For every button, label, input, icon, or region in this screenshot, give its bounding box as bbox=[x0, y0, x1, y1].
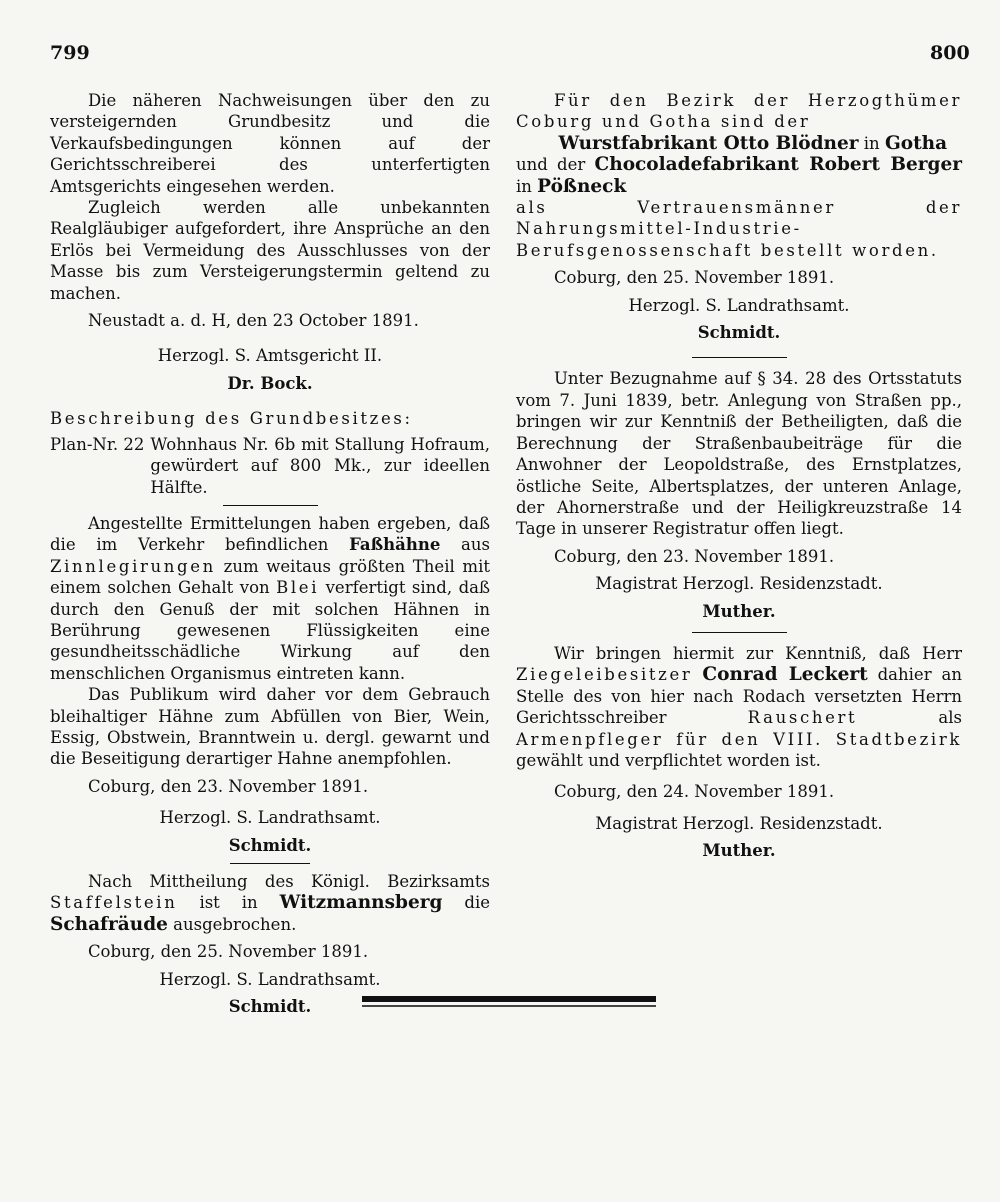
authority-landrathsamt: Herzogl. S. Landrathsamt. bbox=[159, 969, 381, 989]
authority-amtsgericht: Herzogl. S. Amtsgericht II. bbox=[157, 346, 383, 366]
authority-magistrat: Magistrat Herzogl. Residenzstadt. bbox=[595, 574, 883, 594]
page-number-right: 800 bbox=[930, 42, 970, 64]
plan-entry bbox=[50, 434, 490, 498]
signer-schmidt: Schmidt. bbox=[228, 997, 312, 1017]
end-rule bbox=[362, 996, 656, 1002]
term-schafraeude: Schafräude bbox=[50, 913, 168, 935]
appointee-bloedner: Wurstfabrikant Otto Blödner in Gotha bbox=[558, 132, 948, 154]
place-date: Neustadt a. d. H, den 23 October 1891. bbox=[87, 311, 419, 331]
paragraph-vertrauensmaenner: als Vertrauensmänner der Nahrungsmittel-Industrie-Berufsgenossenschaft bestellt worden. bbox=[516, 198, 962, 260]
right-column bbox=[516, 90, 962, 862]
paragraph-bezirk: Für den Bezirk der Herzogthümer Coburg und Gotha sind der bbox=[516, 91, 962, 132]
paragraph-verkaufsbedingungen: Die näheren Nachweisungen über den zu versteigernden Grundbesitz und die Verkaufsbedingungen können auf der Gerichtsschreiberei des unterfertigten Amtsgerichts eingesehen werden. bbox=[50, 91, 490, 196]
paragraph-strassenbau: Unter Bezugnahme auf § 34. 28 des Ortsstatuts vom 7. Juni 1839, betr. Anlegung von Straßen pp., bringen wir zur Kenntniß der Betheiligten, daß die Berechnung der Straßenbaubeiträge für die Anwohner der Leopoldstraße, des Ernstplatzes, östliche Seite, Albertsplatzes, der unteren Anlage, der Ahornerstraße und der Heiligkreuzstraße 14 Tage in unserer Registratur offen liegt. bbox=[516, 369, 962, 539]
place-date: Coburg, den 23. November 1891. bbox=[553, 546, 835, 566]
term-armenpfleger: Armenpfleger für den VIII. Stadtbezirk bbox=[516, 729, 962, 749]
term-zinnlegirungen: Zinnlegirungen bbox=[50, 556, 216, 576]
signer-schmidt: Schmidt. bbox=[228, 835, 312, 855]
place-date: Coburg, den 25. November 1891. bbox=[87, 942, 369, 962]
left-column bbox=[50, 90, 490, 1017]
separator-rule bbox=[692, 357, 787, 358]
separator-rule bbox=[230, 863, 310, 864]
term-witzmannsberg: Witzmannsberg bbox=[279, 892, 443, 914]
place-date: Coburg, den 24. November 1891. bbox=[553, 782, 835, 802]
authority-landrathsamt: Herzogl. S. Landrathsamt. bbox=[628, 295, 850, 315]
signer-bock: Dr. Bock. bbox=[227, 373, 313, 393]
paragraph-armenpfleger: Wir bringen hiermit zur Kenntniß, daß Herr Ziegeleibesitzer Conrad Leckert dahier an Stelle des von hier nach Rodach versetzten Herrn Gerichtsschreiber Rauschert als Armenpfleger für den VIII. Stadtbezirk gewählt und verpflichtet worden ist. bbox=[516, 643, 962, 770]
authority-magistrat: Magistrat Herzogl. Residenzstadt. bbox=[595, 813, 883, 833]
separator-rule bbox=[223, 505, 318, 506]
paragraph-schafraeude: Nach Mittheilung des Königl. Bezirksamts Staffelstein ist in Witzmannsberg die Schafräude ausgebrochen. bbox=[50, 872, 490, 935]
description-heading: Beschreibung des Grundbesitzes: bbox=[50, 409, 413, 429]
place-date: Coburg, den 25. November 1891. bbox=[553, 268, 835, 288]
paragraph-publikum: Das Publikum wird daher vor dem Gebrauch bleihaltiger Hähne zum Abfüllen von Bier, Wein, Essig, Obstwein, Branntwein u. dergl. gewarnt und die Beseitigung derartiger Hahne anempfohlen. bbox=[50, 685, 490, 769]
signer-schmidt: Schmidt. bbox=[697, 323, 781, 343]
signer-muther: Muther. bbox=[702, 601, 776, 621]
page-number-left: 799 bbox=[50, 42, 90, 64]
term-blei: Blei bbox=[276, 578, 320, 598]
appointee-berger: und der Chocoladefabrikant Robert Berger in Pößneck bbox=[516, 154, 962, 197]
separator-rule bbox=[692, 632, 787, 633]
paragraph-fasshaehne: Angestellte Ermittelungen haben ergeben, daß die im Verkehr befindlichen Faßhähne aus Zinnlegirungen zum weitaus größten Theil mit einem solchen Gehalt von Blei verfertigt sind, daß durch den Genuß der mit solchen Hähnen in Berührung gewesenen Flüssigkeiten eine gesundheitsschädliche Wirkung auf den menschlichen Organismus eintreten kann. bbox=[50, 513, 490, 683]
signer-muther: Muther. bbox=[702, 841, 776, 861]
plan-number: Plan-Nr. 22 bbox=[50, 434, 145, 454]
term-staffelstein: Staffelstein bbox=[50, 893, 178, 913]
plan-description: Wohnhaus Nr. 6b mit Stallung Hofraum, gewürdert auf 800 Mk., zur ideellen Hälfte. bbox=[150, 434, 490, 497]
term-ziegeleibesitzer: Ziegeleibesitzer bbox=[516, 665, 693, 685]
term-conrad-leckert: Conrad Leckert bbox=[702, 664, 868, 686]
authority-landrathsamt: Herzogl. S. Landrathsamt. bbox=[159, 808, 381, 828]
end-rule-thin bbox=[362, 1005, 656, 1007]
place-date: Coburg, den 23. November 1891. bbox=[87, 776, 369, 796]
term-fasshaehne: Faßhähne bbox=[349, 535, 441, 555]
term-rauschert: Rauschert bbox=[747, 708, 858, 728]
paragraph-realglaeubiger: Zugleich werden alle unbekannten Realgläubiger aufgefordert, ihre Ansprüche an den Erlös bei Vermeidung des Ausschlusses von der Masse bis zum Versteigerungstermin geltend zu machen. bbox=[50, 198, 490, 303]
